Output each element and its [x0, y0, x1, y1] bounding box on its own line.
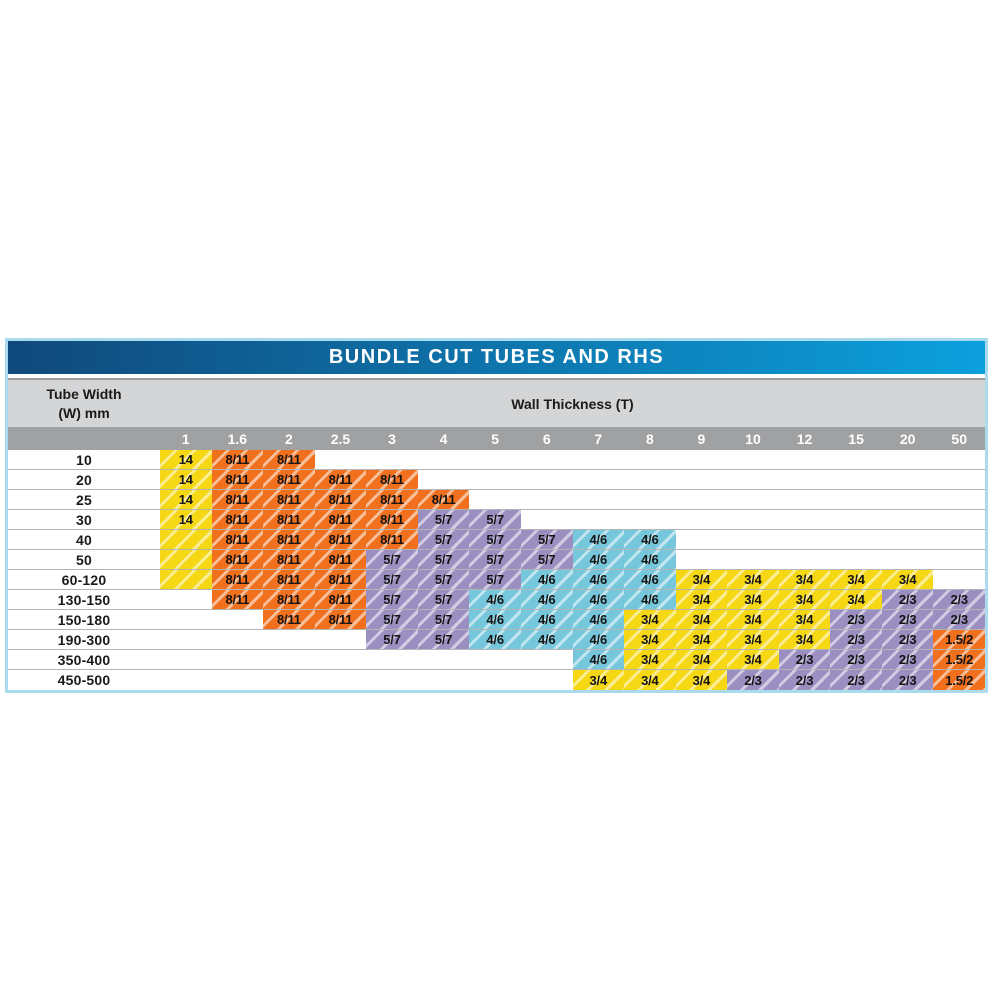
table-cell — [830, 490, 882, 509]
table-cell — [521, 470, 573, 489]
table-cell — [933, 510, 985, 529]
table-cell: 14 — [160, 450, 212, 469]
table-cell: 3/4 — [676, 610, 728, 629]
table-cell: 8/11 — [212, 450, 264, 469]
table-cell: 4/6 — [469, 590, 521, 609]
table-cell — [573, 450, 625, 469]
table-cell — [521, 670, 573, 690]
table-cell — [779, 510, 831, 529]
table-cell — [212, 610, 264, 629]
table-cell — [469, 450, 521, 469]
table-cell — [315, 670, 367, 690]
table-cell — [263, 630, 315, 649]
table-cell: 3/4 — [779, 590, 831, 609]
table-cell: 5/7 — [521, 550, 573, 569]
column-header: 2 — [285, 430, 293, 447]
table-cell: 4/6 — [521, 570, 573, 589]
table-cell: 2/3 — [830, 610, 882, 629]
table-cell — [521, 490, 573, 509]
table-row — [8, 610, 985, 630]
table-cell — [779, 450, 831, 469]
table-cell: 3/4 — [676, 670, 728, 690]
table-cell: 5/7 — [366, 610, 418, 629]
table-cell: 2/3 — [882, 630, 934, 649]
table-body — [8, 450, 985, 690]
table-cell: 8/11 — [315, 610, 367, 629]
table-cell: 5/7 — [418, 610, 470, 629]
table-cell — [830, 510, 882, 529]
table-cell: 8/11 — [212, 590, 264, 609]
table-cell: 4/6 — [624, 570, 676, 589]
column-header: 5 — [491, 430, 500, 447]
bundle-cut-table — [5, 338, 988, 693]
row-label: 25 — [76, 491, 92, 508]
table-cell — [676, 510, 728, 529]
table-cell — [882, 490, 934, 509]
table-cell: 3/4 — [727, 610, 779, 629]
table-cell: 8/11 — [263, 610, 315, 629]
table-cell: 8/11 — [263, 470, 315, 489]
table-cell — [469, 670, 521, 690]
table-cell — [469, 650, 521, 669]
row-label: 190-300 — [57, 631, 111, 648]
table-cell: 8/11 — [263, 490, 315, 509]
table-cell: 1.5/2 — [933, 630, 985, 649]
table-cell: 4/6 — [573, 550, 625, 569]
table-cell: 5/7 — [469, 550, 521, 569]
table-cell: 3/4 — [624, 670, 676, 690]
row-label: 60-120 — [61, 571, 107, 588]
table-cell — [933, 570, 985, 589]
table-row — [8, 510, 985, 530]
row-label: 10 — [76, 451, 92, 468]
table-row — [8, 670, 985, 690]
table-cell — [727, 450, 779, 469]
table-cell: 3/4 — [624, 610, 676, 629]
table-cell: 3/4 — [779, 610, 831, 629]
column-header-row — [8, 427, 985, 450]
table-cell — [418, 450, 470, 469]
table-cell: 8/11 — [315, 470, 367, 489]
table-cell: 5/7 — [366, 570, 418, 589]
table-cell: 3/4 — [779, 630, 831, 649]
table-cell: 8/11 — [263, 530, 315, 549]
table-cell: 2/3 — [779, 670, 831, 690]
table-cell — [160, 550, 212, 569]
table-cell: 3/4 — [779, 570, 831, 589]
row-label: 40 — [76, 531, 92, 548]
table-cell: 4/6 — [573, 630, 625, 649]
table-cell: 8/11 — [315, 510, 367, 529]
table-cell — [933, 490, 985, 509]
table-cell: 5/7 — [418, 530, 470, 549]
table-cell: 8/11 — [212, 550, 264, 569]
table-cell: 4/6 — [469, 630, 521, 649]
table-cell: 5/7 — [469, 510, 521, 529]
table-cell — [779, 530, 831, 549]
table-row — [8, 630, 985, 650]
table-cell: 8/11 — [366, 530, 418, 549]
column-header-spacer — [8, 427, 160, 450]
table-cell: 2/3 — [830, 650, 882, 669]
table-cell: 14 — [160, 470, 212, 489]
table-cell — [315, 650, 367, 669]
table-cell — [727, 510, 779, 529]
table-row — [8, 530, 985, 550]
table-row — [8, 450, 985, 470]
table-cell — [727, 470, 779, 489]
table-cell — [521, 650, 573, 669]
table-cell: 8/11 — [212, 570, 264, 589]
table-cell: 3/4 — [882, 570, 934, 589]
table-cell — [830, 470, 882, 489]
table-cell: 5/7 — [521, 530, 573, 549]
table-cell: 2/3 — [882, 670, 934, 690]
table-cell — [469, 470, 521, 489]
table-cell: 8/11 — [263, 570, 315, 589]
table-cell: 3/4 — [727, 650, 779, 669]
table-cell: 2/3 — [882, 590, 934, 609]
table-cell: 3/4 — [676, 630, 728, 649]
table-cell: 4/6 — [521, 590, 573, 609]
table-cell: 8/11 — [315, 530, 367, 549]
table-row — [8, 490, 985, 510]
table-cell — [830, 550, 882, 569]
table-cell: 8/11 — [315, 590, 367, 609]
table-cell — [933, 550, 985, 569]
row-axis-label — [8, 380, 160, 427]
column-header: 1.6 — [227, 430, 248, 447]
table-cell: 8/11 — [263, 510, 315, 529]
table-cell: 4/6 — [469, 610, 521, 629]
column-header: 12 — [796, 430, 813, 447]
table-cell: 8/11 — [315, 490, 367, 509]
table-cell — [727, 530, 779, 549]
table-cell: 4/6 — [624, 590, 676, 609]
column-header: 50 — [951, 430, 967, 447]
table-cell — [263, 650, 315, 669]
table-cell: 5/7 — [418, 590, 470, 609]
row-label: 450-500 — [57, 672, 111, 688]
table-cell: 2/3 — [830, 630, 882, 649]
table-cell: 3/4 — [830, 570, 882, 589]
table-cell: 4/6 — [573, 610, 625, 629]
table-cell: 4/6 — [573, 650, 625, 669]
table-cell: 8/11 — [315, 570, 367, 589]
table-cell — [676, 490, 728, 509]
table-cell: 8/11 — [418, 490, 470, 509]
table-cell: 8/11 — [366, 490, 418, 509]
table-header — [8, 378, 985, 427]
table-cell: 8/11 — [366, 510, 418, 529]
table-cell: 3/4 — [624, 650, 676, 669]
table-cell: 4/6 — [573, 570, 625, 589]
table-cell — [573, 470, 625, 489]
table-cell: 1.5/2 — [933, 670, 985, 690]
table-cell: 3/4 — [830, 590, 882, 609]
column-header: 15 — [848, 430, 864, 447]
column-header: 4 — [439, 430, 448, 447]
col-axis-label: Wall Thickness (T) — [511, 395, 634, 412]
column-header: 10 — [745, 430, 761, 447]
table-cell: 4/6 — [573, 590, 625, 609]
table-cell: 2/3 — [933, 610, 985, 629]
table-cell — [882, 510, 934, 529]
table-cell: 2/3 — [727, 670, 779, 690]
table-cell — [676, 470, 728, 489]
table-cell — [573, 510, 625, 529]
table-cell — [469, 490, 521, 509]
table-cell: 8/11 — [212, 530, 264, 549]
title-banner — [8, 341, 985, 374]
table-cell: 8/11 — [263, 550, 315, 569]
table-cell — [624, 490, 676, 509]
row-axis-label-line1: Tube Width — [46, 386, 122, 403]
table-cell — [676, 450, 728, 469]
table-cell: 1.5/2 — [933, 650, 985, 669]
table-row — [8, 570, 985, 590]
table-cell: 5/7 — [366, 550, 418, 569]
column-header: 7 — [594, 430, 603, 447]
table-cell — [315, 630, 367, 649]
row-label: 130-150 — [57, 591, 111, 608]
table-cell: 4/6 — [573, 530, 625, 549]
table-cell: 3/4 — [624, 630, 676, 649]
column-header: 6 — [542, 430, 551, 447]
table-cell: 3/4 — [676, 590, 728, 609]
table-cell — [418, 470, 470, 489]
table-cell: 8/11 — [263, 590, 315, 609]
row-label: 350-400 — [57, 651, 111, 668]
table-cell — [418, 670, 470, 690]
column-header: 1 — [181, 430, 190, 447]
table-cell — [573, 490, 625, 509]
table-cell — [521, 450, 573, 469]
table-cell: 3/4 — [573, 670, 625, 690]
table-cell: 2/3 — [882, 650, 934, 669]
table-cell — [882, 550, 934, 569]
row-label: 50 — [76, 551, 92, 568]
table-cell: 4/6 — [521, 630, 573, 649]
row-label: 20 — [76, 471, 92, 488]
table-cell — [727, 550, 779, 569]
table-cell: 8/11 — [212, 470, 264, 489]
table-cell: 3/4 — [676, 650, 728, 669]
column-header: 8 — [645, 430, 654, 447]
table-row — [8, 470, 985, 490]
table-cell — [315, 450, 367, 469]
table-cell — [624, 510, 676, 529]
table-cell: 5/7 — [366, 630, 418, 649]
table-cell — [160, 570, 212, 589]
row-axis-label-line2: (W) mm — [58, 404, 110, 421]
table-cell: 4/6 — [521, 610, 573, 629]
table-cell — [160, 610, 212, 629]
table-cell — [212, 650, 264, 669]
table-cell — [624, 450, 676, 469]
table-cell — [366, 670, 418, 690]
table-cell — [882, 450, 934, 469]
table-cell — [727, 490, 779, 509]
table-cell — [676, 530, 728, 549]
table-cell: 14 — [160, 490, 212, 509]
table-cell: 3/4 — [727, 570, 779, 589]
table-cell — [160, 670, 212, 690]
table-cell — [160, 530, 212, 549]
table-cell: 4/6 — [624, 550, 676, 569]
table-cell — [212, 670, 264, 690]
table-cell: 8/11 — [212, 510, 264, 529]
table-cell — [676, 550, 728, 569]
column-header: 20 — [899, 430, 916, 447]
table-cell: 5/7 — [418, 630, 470, 649]
table-cell: 2/3 — [779, 650, 831, 669]
table-cell — [933, 530, 985, 549]
row-label: 150-180 — [57, 611, 111, 628]
table-cell — [779, 470, 831, 489]
table-cell — [212, 630, 264, 649]
column-header: 3 — [388, 430, 396, 447]
table-cell: 14 — [160, 510, 212, 529]
table-cell: 5/7 — [366, 590, 418, 609]
table-cell — [830, 450, 882, 469]
column-header: 9 — [697, 430, 706, 447]
table-cell — [160, 590, 212, 609]
table-cell — [160, 630, 212, 649]
table-cell: 4/6 — [624, 530, 676, 549]
table-cell: 3/4 — [727, 630, 779, 649]
table-cell — [933, 450, 985, 469]
table-cell — [933, 470, 985, 489]
table-cell: 2/3 — [882, 610, 934, 629]
table-cell: 8/11 — [366, 470, 418, 489]
table-cell — [366, 450, 418, 469]
table-cell: 2/3 — [830, 670, 882, 690]
table-cell — [521, 510, 573, 529]
table-cell — [418, 650, 470, 669]
table-cell: 8/11 — [212, 490, 264, 509]
row-label: 30 — [76, 511, 92, 528]
table-cell — [882, 530, 934, 549]
table-cell: 5/7 — [418, 510, 470, 529]
table-cell — [263, 670, 315, 690]
table-row — [8, 590, 985, 610]
column-header: 2.5 — [330, 430, 351, 447]
table-cell — [160, 650, 212, 669]
table-cell — [779, 490, 831, 509]
table-cell: 5/7 — [469, 530, 521, 549]
table-cell: 5/7 — [418, 570, 470, 589]
table-row — [8, 650, 985, 670]
table-cell: 3/4 — [727, 590, 779, 609]
table-cell: 5/7 — [469, 570, 521, 589]
table-cell — [366, 650, 418, 669]
table-cell — [624, 470, 676, 489]
table-cell — [779, 550, 831, 569]
table-cell: 3/4 — [676, 570, 728, 589]
table-cell — [830, 530, 882, 549]
table-cell: 8/11 — [263, 450, 315, 469]
table-cell — [882, 470, 934, 489]
page-title: BUNDLE CUT TUBES AND RHS — [328, 346, 665, 368]
table-cell: 8/11 — [315, 550, 367, 569]
table-cell: 2/3 — [933, 590, 985, 609]
table-row — [8, 550, 985, 570]
table-cell: 5/7 — [418, 550, 470, 569]
